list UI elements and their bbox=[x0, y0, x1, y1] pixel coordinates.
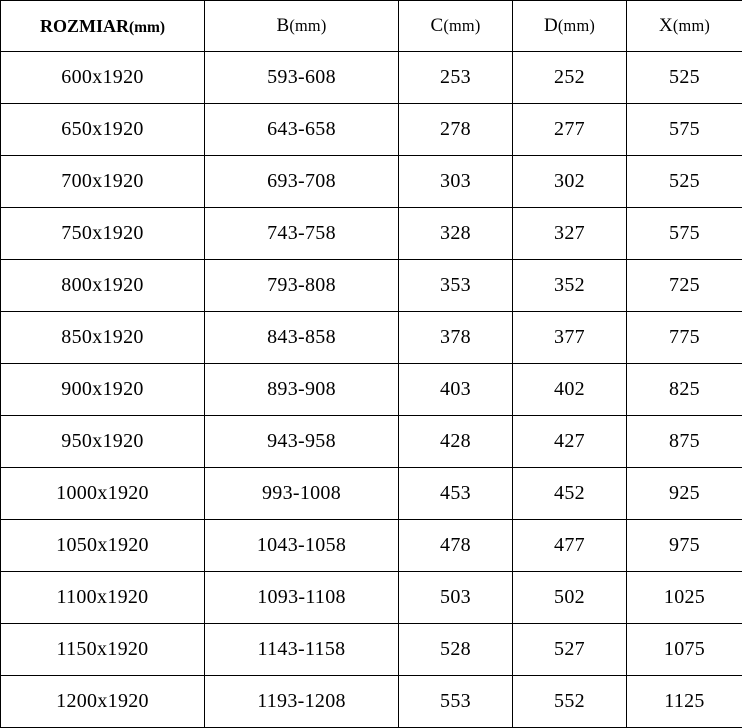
column-header-x-label: X bbox=[659, 15, 673, 36]
cell-c: 328 bbox=[399, 208, 513, 260]
column-header-c-unit: (mm) bbox=[443, 16, 480, 35]
cell-x: 525 bbox=[627, 156, 742, 208]
cell-size: 1050x1920 bbox=[1, 520, 205, 572]
cell-d: 302 bbox=[513, 156, 627, 208]
column-header-size-unit: (mm) bbox=[129, 19, 165, 36]
cell-x: 825 bbox=[627, 364, 742, 416]
cell-b: 943-958 bbox=[205, 416, 399, 468]
cell-x: 875 bbox=[627, 416, 742, 468]
column-header-d-label: D bbox=[544, 15, 558, 36]
table-row bbox=[1, 104, 742, 156]
cell-x: 975 bbox=[627, 520, 742, 572]
cell-size: 950x1920 bbox=[1, 416, 205, 468]
table-row bbox=[1, 520, 742, 572]
cell-d: 527 bbox=[513, 624, 627, 676]
cell-b: 743-758 bbox=[205, 208, 399, 260]
column-header-x bbox=[627, 1, 742, 52]
cell-c: 478 bbox=[399, 520, 513, 572]
table-body bbox=[1, 52, 742, 728]
cell-x: 775 bbox=[627, 312, 742, 364]
table-row bbox=[1, 312, 742, 364]
table-row bbox=[1, 572, 742, 624]
cell-d: 277 bbox=[513, 104, 627, 156]
table-row bbox=[1, 208, 742, 260]
cell-c: 453 bbox=[399, 468, 513, 520]
column-header-x-unit: (mm) bbox=[673, 16, 710, 35]
table-row bbox=[1, 624, 742, 676]
cell-d: 452 bbox=[513, 468, 627, 520]
cell-c: 428 bbox=[399, 416, 513, 468]
cell-c: 278 bbox=[399, 104, 513, 156]
cell-d: 502 bbox=[513, 572, 627, 624]
cell-size: 850x1920 bbox=[1, 312, 205, 364]
cell-d: 477 bbox=[513, 520, 627, 572]
cell-c: 528 bbox=[399, 624, 513, 676]
cell-size: 900x1920 bbox=[1, 364, 205, 416]
column-header-size-label: ROZMIAR bbox=[40, 16, 129, 36]
cell-size: 700x1920 bbox=[1, 156, 205, 208]
cell-c: 378 bbox=[399, 312, 513, 364]
cell-x: 925 bbox=[627, 468, 742, 520]
cell-c: 553 bbox=[399, 676, 513, 728]
cell-x: 1025 bbox=[627, 572, 742, 624]
column-header-b-unit: (mm) bbox=[289, 16, 326, 35]
table-row bbox=[1, 416, 742, 468]
cell-x: 1075 bbox=[627, 624, 742, 676]
column-header-c bbox=[399, 1, 513, 52]
cell-c: 403 bbox=[399, 364, 513, 416]
cell-b: 1193-1208 bbox=[205, 676, 399, 728]
cell-x: 1125 bbox=[627, 676, 742, 728]
column-header-d-unit: (mm) bbox=[558, 16, 595, 35]
table-header bbox=[1, 1, 742, 52]
cell-size: 800x1920 bbox=[1, 260, 205, 312]
cell-c: 353 bbox=[399, 260, 513, 312]
cell-size: 1150x1920 bbox=[1, 624, 205, 676]
cell-b: 843-858 bbox=[205, 312, 399, 364]
cell-c: 303 bbox=[399, 156, 513, 208]
cell-x: 725 bbox=[627, 260, 742, 312]
table-row bbox=[1, 260, 742, 312]
table-row bbox=[1, 156, 742, 208]
cell-d: 552 bbox=[513, 676, 627, 728]
cell-size: 650x1920 bbox=[1, 104, 205, 156]
table-row bbox=[1, 364, 742, 416]
cell-b: 793-808 bbox=[205, 260, 399, 312]
table-row bbox=[1, 52, 742, 104]
cell-d: 377 bbox=[513, 312, 627, 364]
cell-size: 1100x1920 bbox=[1, 572, 205, 624]
cell-c: 253 bbox=[399, 52, 513, 104]
column-header-size bbox=[1, 1, 205, 52]
cell-x: 575 bbox=[627, 208, 742, 260]
table-row bbox=[1, 676, 742, 728]
cell-b: 893-908 bbox=[205, 364, 399, 416]
cell-b: 643-658 bbox=[205, 104, 399, 156]
column-header-b bbox=[205, 1, 399, 52]
cell-d: 402 bbox=[513, 364, 627, 416]
cell-size: 750x1920 bbox=[1, 208, 205, 260]
cell-b: 1093-1108 bbox=[205, 572, 399, 624]
cell-b: 1143-1158 bbox=[205, 624, 399, 676]
cell-d: 327 bbox=[513, 208, 627, 260]
cell-c: 503 bbox=[399, 572, 513, 624]
cell-b: 693-708 bbox=[205, 156, 399, 208]
table-header-row bbox=[1, 1, 742, 52]
column-header-c-label: C bbox=[431, 15, 444, 36]
cell-size: 1000x1920 bbox=[1, 468, 205, 520]
cell-d: 352 bbox=[513, 260, 627, 312]
cell-b: 1043-1058 bbox=[205, 520, 399, 572]
table-row bbox=[1, 468, 742, 520]
cell-d: 252 bbox=[513, 52, 627, 104]
cell-x: 525 bbox=[627, 52, 742, 104]
cell-d: 427 bbox=[513, 416, 627, 468]
cell-b: 993-1008 bbox=[205, 468, 399, 520]
cell-x: 575 bbox=[627, 104, 742, 156]
column-header-d bbox=[513, 1, 627, 52]
cell-b: 593-608 bbox=[205, 52, 399, 104]
cell-size: 1200x1920 bbox=[1, 676, 205, 728]
cell-size: 600x1920 bbox=[1, 52, 205, 104]
column-header-b-label: B bbox=[277, 15, 290, 36]
